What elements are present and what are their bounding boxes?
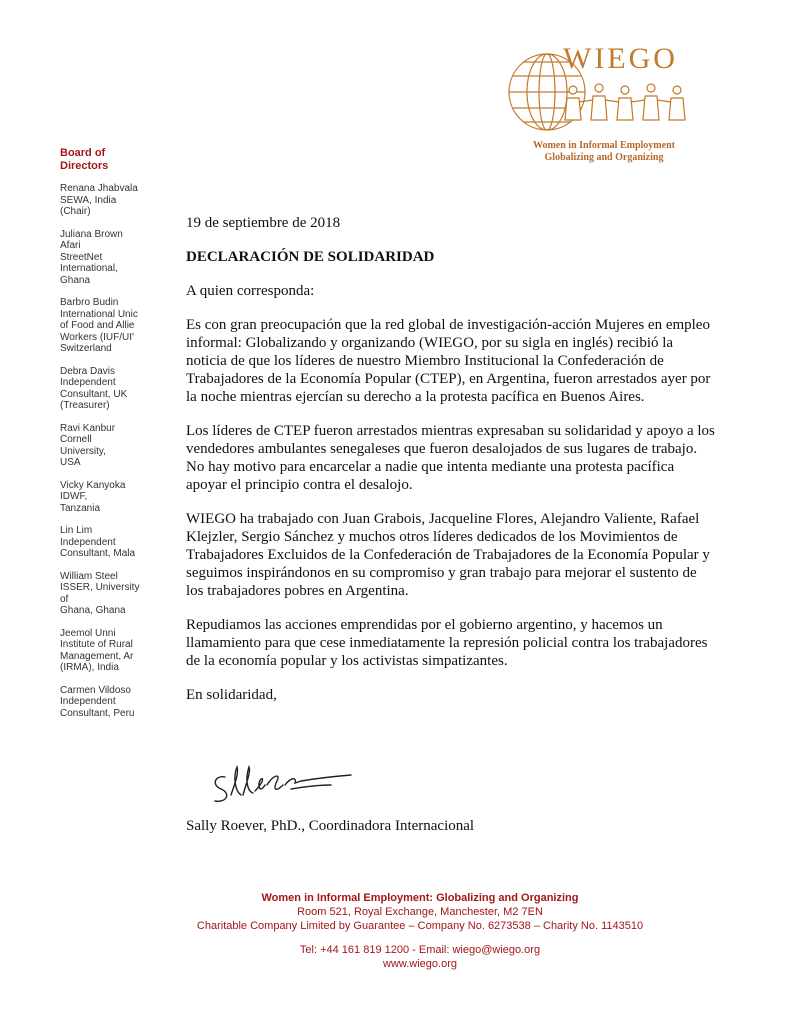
signoff: Sally Roever, PhD., Coordinadora Internacional [186, 818, 475, 834]
letter-paragraph: WIEGO ha trabajado con Juan Grabois, Jacqueline Flores, Alejandro Valiente, Rafael Klejzler, Sergio Sánchez y muchos otros líderes dedicados de los Movimientos de Trabajadores Excluidos de la Confederación de Trabajadores de la Economía Popular y seguimos inspirándonos en su compromiso y gran trabajo para mejorar el sustento de los trabajadores pobres en Argentina. [186, 511, 710, 599]
letter-date: 19 de septiembre de 2018 [186, 215, 341, 231]
letter-heading: DECLARACIÓN DE SOLIDARIDAD [186, 249, 435, 265]
letter-closing: En solidaridad, [186, 687, 277, 703]
board-member: Jeemol Unni Institute of Rural Management, Ar (IRMA), India [60, 627, 134, 673]
footer-address: Room 521, Royal Exchange, Manchester, M2 7EN [297, 906, 543, 918]
board-member: Carmen Vildoso Independent Consultant, Peru [60, 684, 135, 719]
footer-charity: Charitable Company Limited by Guarantee – Company No. 6273538 – Charity No. 1143510 [196, 920, 644, 932]
letter-paragraph: Es con gran preocupación que la red global de investigación-acción Mujeres en empleo informal: Globalizando y organizando (WIEGO, por su sigla en inglés) recibió la noticia de que los líderes de nuestro Miembro Institucional la Confederación de Trabajadores de la Economía Popular (CTEP), en Argentina, fueron arrestados ayer por la noche mientras ejercían su derecho a la protesta pacífica en Buenos Aires. [186, 317, 711, 405]
letter-body [186, 214, 716, 720]
board-member: Lin Lim Independent Consultant, Mala [60, 525, 136, 559]
board-member: Vicky Kanyoka IDWF, Tanzania [60, 479, 126, 514]
letter-salutation: A quien corresponda: [186, 283, 315, 299]
wiego-logo [505, 40, 705, 165]
footer-org: Women in Informal Employment: Globalizing and Organizing [261, 892, 579, 904]
handwritten-signature [205, 755, 365, 815]
letter-paragraph: Los líderes de CTEP fueron arrestados mientras expresaban su solidaridad y apoyo a los vendedores ambulantes senegaleses que fueron desalojados de sus lugares de trabajo. No hay motivo para encarcelar a nadie que intenta mediante una protesta pacífica apoyar el principio contra el desalojo. [186, 423, 715, 493]
letter-footer [120, 891, 720, 971]
board-member: Juliana Brown Afari StreetNet International, Ghana [60, 228, 123, 286]
footer-contact: Tel: +44 161 819 1200 - Email: wiego@wiego.org [299, 944, 541, 956]
board-member: Renana Jhabvala SEWA, India (Chair) [60, 183, 138, 217]
logo-tagline [505, 140, 703, 164]
footer-website[interactable]: www.wiego.org [383, 958, 457, 970]
board-member: Ravi Kanbur Cornell University, USA [60, 422, 116, 468]
tagline-line-2: Globalizing and Organizing [544, 152, 664, 163]
letter-paragraph: Repudiamos las acciones emprendidas por el gobierno argentino, y hacemos un llamamiento para que cese inmediatamente la represión policial contra los trabajadores de la economía popular y los activistas simpatizantes. [186, 617, 708, 669]
board-sidebar [60, 147, 140, 730]
board-title: Board of Directors [60, 147, 109, 172]
footer-spacer [120, 933, 720, 943]
board-member: Barbro Budin International Unic of Food and Allie Workers (IUF/UI' Switzerland [60, 297, 138, 354]
board-member: Debra Davis Independent Consultant, UK (Treasurer) [60, 365, 128, 411]
board-member: William Steel ISSER, University of Ghana, Ghana [60, 570, 140, 616]
tagline-line-1: Women in Informal Employment [533, 140, 675, 151]
logo-wordmark: WIEGO [563, 42, 678, 75]
